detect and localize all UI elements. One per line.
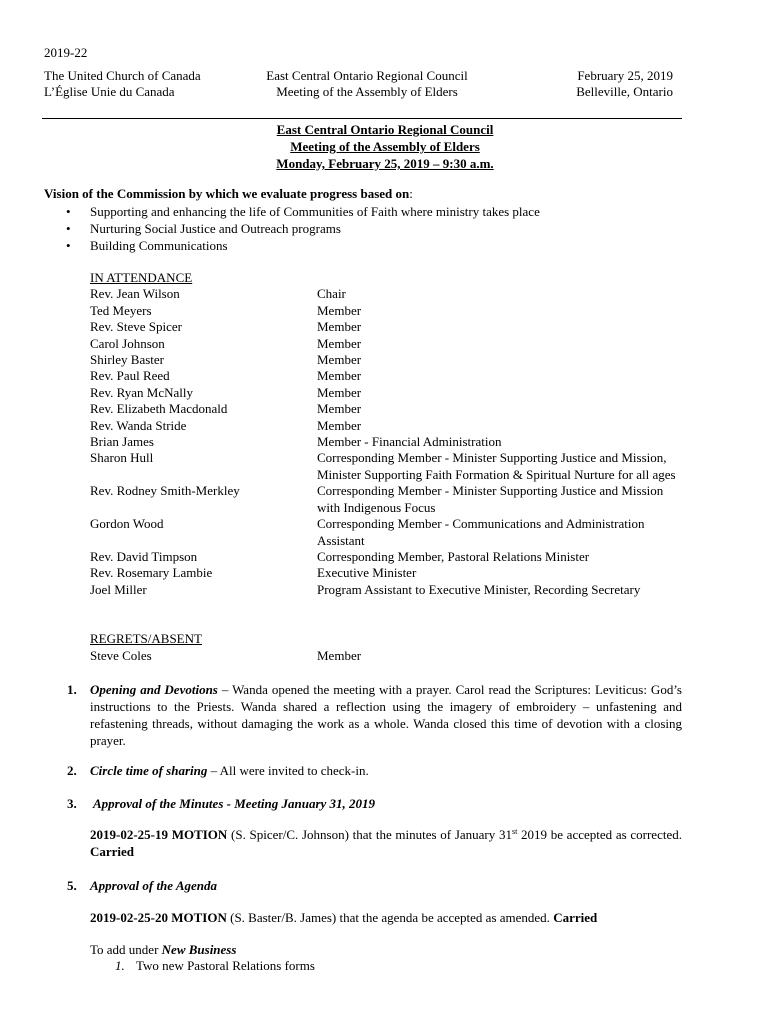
attendee-name: Rev. Jean Wilson bbox=[90, 286, 180, 302]
attendance-row bbox=[90, 352, 690, 368]
motion-carried: Carried bbox=[90, 844, 135, 859]
item-text: – Wanda opened the meeting with a prayer. Carol read the Scriptures: Leviticus: God’s instructions to the Priests. Wanda shared a reflection using the imagery of embroidery – unfastening and refastening threads, without damaging the work as a whole. Wanda closed this time of devotion with a closing prayer. bbox=[90, 682, 682, 748]
attendee-role: Corresponding Member - Minister Supporting Justice and Mission with Indigenous Focus bbox=[317, 483, 664, 515]
attendance-row bbox=[90, 565, 690, 581]
item-text: – All were invited to check-in. bbox=[207, 763, 369, 778]
vision-heading-text: Vision of the Commission by which we evaluate progress based on bbox=[44, 186, 410, 201]
attendance-list bbox=[90, 270, 690, 598]
attendance-row bbox=[90, 516, 690, 549]
vision-item: • Supporting and enhancing the life of Communities of Faith where ministry takes place bbox=[66, 203, 540, 220]
motion-superscript: st bbox=[511, 827, 518, 836]
document-code: 2019-22 bbox=[44, 45, 88, 60]
attendee-role: Member bbox=[317, 335, 362, 351]
item-number: 2. bbox=[67, 763, 77, 778]
motion-minutes bbox=[90, 826, 682, 860]
attendee-name: Rev. David Timpson bbox=[90, 548, 198, 564]
attendance-row bbox=[90, 303, 690, 319]
attendee-role: Corresponding Member, Pastoral Relations Minister bbox=[317, 548, 590, 564]
attendee-name: Sharon Hull bbox=[90, 450, 154, 466]
attendee-name: Shirley Baster bbox=[90, 352, 165, 368]
attendee-role: Member bbox=[317, 319, 362, 335]
attendee-name: Rev. Rodney Smith-Merkley bbox=[90, 483, 240, 499]
motion-id: 2019-02-25-20 MOTION bbox=[90, 910, 227, 925]
attendance-row bbox=[90, 286, 690, 302]
agenda-addition-section: New Business bbox=[161, 942, 237, 957]
attendee-name: Carol Johnson bbox=[90, 335, 165, 351]
attendance-row bbox=[90, 385, 690, 401]
attendee-name: Rev. Steve Spicer bbox=[90, 319, 182, 335]
attendee-role: Member bbox=[317, 352, 362, 368]
motion-text-cont: 2019 be accepted as corrected. bbox=[517, 827, 682, 842]
attendee-name: Rev. Ryan McNally bbox=[90, 384, 193, 400]
agenda-addition bbox=[90, 941, 682, 958]
attendee-name: Rev. Rosemary Lambie bbox=[90, 565, 213, 581]
motion-carried: Carried bbox=[553, 910, 598, 925]
item-approval-agenda bbox=[90, 877, 682, 894]
agenda-sub-number: 1. bbox=[115, 958, 125, 973]
attendance-row bbox=[90, 418, 690, 434]
attendee-name: Rev. Elizabeth Macdonald bbox=[90, 401, 228, 417]
attendee-role: Member - Financial Administration bbox=[317, 434, 502, 450]
attendance-row bbox=[90, 483, 690, 516]
item-number: 3. bbox=[67, 796, 77, 811]
attendee-role: Member bbox=[317, 368, 362, 384]
vision-item: • Building Communications bbox=[66, 237, 540, 254]
header-divider bbox=[42, 118, 682, 119]
attendee-role: Chair bbox=[317, 286, 346, 302]
vision-heading-colon: : bbox=[409, 186, 413, 201]
item-number: 5. bbox=[67, 878, 77, 893]
attendance-row bbox=[90, 401, 690, 417]
motion-id: 2019-02-25-19 MOTION bbox=[90, 827, 228, 842]
attendee-name: Rev. Paul Reed bbox=[90, 368, 170, 384]
header-date: February 25, 2019 bbox=[577, 68, 673, 83]
title-line-3: Monday, February 25, 2019 – 9:30 a.m. bbox=[276, 156, 494, 171]
attendee-name: Rev. Wanda Stride bbox=[90, 417, 187, 433]
item-circle-sharing bbox=[90, 762, 682, 779]
attendee-role: Program Assistant to Executive Minister, Recording Secretary bbox=[317, 581, 641, 597]
attendee-role: Member bbox=[317, 384, 362, 400]
attendee-role: Executive Minister bbox=[317, 565, 417, 581]
item-title: Opening and Devotions bbox=[90, 682, 218, 697]
attendee-name: Gordon Wood bbox=[90, 516, 164, 532]
item-title: Approval of the Agenda bbox=[90, 878, 217, 893]
attendee-role: Member bbox=[317, 417, 362, 433]
attendee-role: Corresponding Member - Communications and Administration Assistant bbox=[317, 516, 645, 548]
attendance-row bbox=[90, 549, 690, 565]
attendance-row bbox=[90, 319, 690, 335]
agenda-sub-item: Two new Pastoral Relations forms bbox=[136, 958, 315, 973]
item-title: Approval of the Minutes - Meeting January 31, 2019 bbox=[93, 796, 376, 811]
agenda-addition-prefix: To add under bbox=[90, 942, 162, 957]
attendee-name: Brian James bbox=[90, 434, 154, 450]
motion-text: (S. Spicer/C. Johnson) that the minutes of January 31 bbox=[227, 827, 512, 842]
attendee-name: Ted Meyers bbox=[90, 302, 152, 318]
attendance-row bbox=[90, 582, 690, 598]
title-line-1: East Central Ontario Regional Council bbox=[276, 122, 494, 137]
header-council: East Central Ontario Regional Council bbox=[266, 68, 468, 83]
motion-agenda bbox=[90, 909, 682, 926]
item-title: Circle time of sharing bbox=[90, 763, 208, 778]
org-name-english: The United Church of Canada bbox=[44, 68, 201, 83]
vision-heading bbox=[44, 186, 413, 202]
attendee-role: Member bbox=[317, 401, 362, 417]
regrets-heading: REGRETS/ABSENT bbox=[90, 631, 202, 646]
vision-item: • Nurturing Social Justice and Outreach programs bbox=[66, 220, 540, 237]
regrets-role: Member bbox=[317, 648, 362, 663]
attendance-row bbox=[90, 434, 690, 450]
item-opening-devotions bbox=[90, 681, 682, 749]
header-meeting: Meeting of the Assembly of Elders bbox=[276, 84, 458, 99]
vision-list bbox=[66, 203, 540, 254]
title-line-2: Meeting of the Assembly of Elders bbox=[290, 139, 480, 154]
attendance-row bbox=[90, 368, 690, 384]
org-name-french: L’Église Unie du Canada bbox=[44, 84, 175, 99]
attendance-heading: IN ATTENDANCE bbox=[90, 270, 193, 285]
regrets-name: Steve Coles bbox=[90, 648, 152, 663]
attendance-row bbox=[90, 336, 690, 352]
header-place: Belleville, Ontario bbox=[576, 84, 673, 99]
item-number: 1. bbox=[67, 682, 77, 697]
attendee-role: Member bbox=[317, 302, 362, 318]
attendee-name: Joel Miller bbox=[90, 581, 147, 597]
item-approval-minutes bbox=[93, 795, 685, 812]
motion-text: (S. Baster/B. James) that the agenda be accepted as amended. bbox=[226, 910, 554, 925]
attendance-row bbox=[90, 450, 690, 483]
attendee-role: Corresponding Member - Minister Supporting Justice and Mission, Minister Supporting Faith Formation & Spiritual Nurture for all ages bbox=[317, 450, 676, 482]
